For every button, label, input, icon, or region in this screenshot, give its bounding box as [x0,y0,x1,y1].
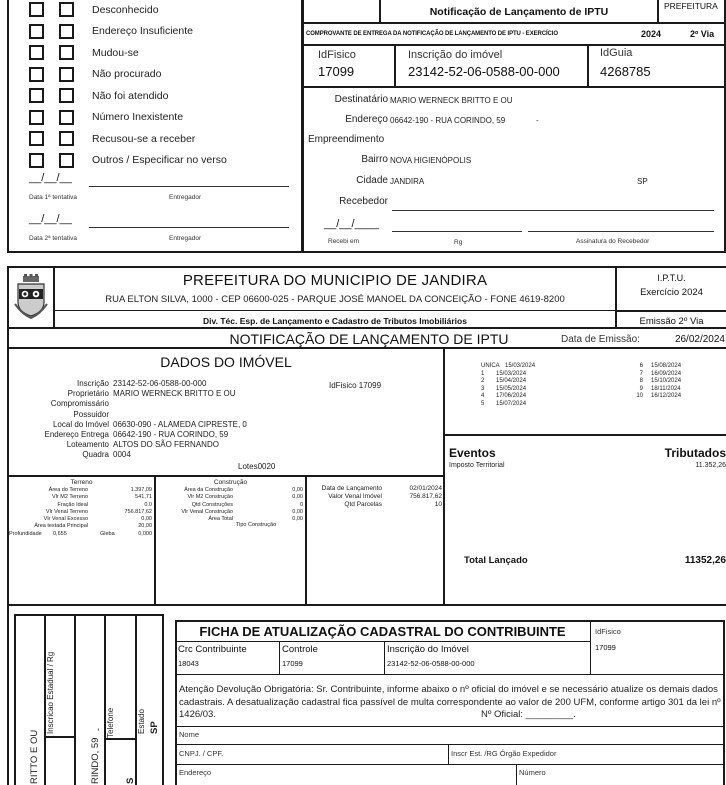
stub-dash: - [93,728,103,731]
imovel-row-label: Local do Imóvel [52,419,109,429]
rg-line[interactable] [392,231,522,232]
data-row [156,516,303,523]
return-reason-row [29,23,193,40]
return-reason-row [29,152,227,169]
endereco-label: Endereço [345,114,388,125]
ficha-inscricao-value: 23142-52-06-0588-00-000 [387,659,475,668]
installment-row [481,378,535,386]
ficha-title: FICHA DE ATUALIZAÇÃO CADASTRAL DO CONTRIBUINTE [199,624,566,639]
eventos-list [449,462,726,469]
construcao-data [156,487,303,523]
installment-date: 18/11/2024 [651,385,681,392]
lancamento-row [307,485,442,493]
controle-label: Controle [282,644,318,655]
cidade-label: Cidade [356,175,388,186]
imovel-row [9,430,439,440]
second-attempt-checkbox[interactable] [59,45,74,60]
data-row-label: Fração Ideal [57,501,88,508]
second-attempt-checkbox[interactable] [59,24,74,39]
installment-row [629,393,681,401]
imovel-row [9,440,439,450]
lancamento-value: 02/01/2024 [409,485,442,492]
profundidade-label: Profundidade [9,531,42,537]
attempt2-label: Data 2ª tentativa [29,235,77,242]
return-reason-row [29,87,168,104]
gleba-value: 0,000 [138,531,152,537]
installment-number: 8 [639,378,643,384]
first-attempt-checkbox[interactable] [29,110,44,125]
first-attempt-checkbox[interactable] [29,88,44,103]
return-reason-row [29,109,183,126]
ficha-atualizacao [7,606,726,785]
ficha-id-fisico-label: IdFisico [595,627,621,636]
data-row-value: 0,00 [292,508,303,515]
imovel-row [9,450,439,460]
first-attempt-checkbox[interactable] [29,45,44,60]
eventos-title: Eventos [449,446,496,460]
attempt1-label: Data 1ª tentativa [29,194,77,201]
installment-date: 15/07/2024 [496,400,527,407]
imovel-row-label: Endereço Entrega [44,429,109,439]
destinatario-label: Destinatário [334,94,388,105]
imovel-row-value: MARIO WERNECK BRITTO E OU [113,389,236,399]
lancamento-value: 10 [434,501,442,508]
terreno-title: Terreno [70,479,93,486]
installments-right [629,363,681,401]
installment-date: 15/04/2024 [496,378,527,384]
return-reason-label: Não foi atendido [92,89,169,102]
installment-date: 17/06/2024 [496,393,527,399]
inscricao-label: Inscrição do imóvel [408,49,503,61]
return-reason-label: Recusou-se a receber [92,132,196,145]
installment-row [629,386,681,394]
stub-estado: SP [149,721,160,734]
installment-number: 3 [481,385,485,392]
data-row-value: 0.0 [144,501,152,508]
municipal-crest-icon [14,274,48,320]
imovel-id-fisico: IdFisico 17099 [329,381,382,390]
data-row-label: Área testada Principal [34,523,88,530]
recebedor-label: Recebedor [339,196,388,207]
second-attempt-checkbox[interactable] [59,88,74,103]
data-row-value: 0,00 [292,516,303,523]
lancamento-row [307,501,442,509]
imovel-title: DADOS DO IMÓVEL [160,354,292,370]
return-reason-label: Desconhecido [92,3,159,16]
iptu-notice [7,266,726,606]
second-attempt-checkbox[interactable] [59,153,74,168]
lancamento-label: Qtd Parcelas [344,501,382,508]
return-reason-label: Outros / Especificar no verso [92,154,227,166]
installment-date: 15/03/2024 [505,363,536,369]
terreno-data [9,487,152,531]
imovel-row [9,410,439,420]
deliverer1-label: Entregador [169,194,202,201]
data-row-value: 20,00 [138,523,152,530]
installment-row [629,378,681,386]
imovel-row-value: 06642-190 - RUA CORINDO, 59 [113,429,229,439]
installment-number: 7 [639,370,643,377]
data-row-label: Vlr Venal Excesso [43,516,88,523]
imovel-row-value: 23142-52-06-0588-00-000 [113,379,207,388]
data-row [156,487,303,494]
stub-telefone-label: Telefone [106,707,115,738]
id-fisico-label: IdFisico [318,49,356,61]
uf-value: SP [637,177,648,186]
prefeitura-tag: PREFEITURA [664,1,718,11]
return-reason-label: Mudou-se [92,46,139,59]
delivery-attempt-panel [7,0,303,253]
data-row-value: 0,00 [292,494,303,501]
receipt-heading: COMPROVANTE DE ENTREGA DA NOTIFICAÇÃO DE LANÇAMENTO DE IPTU - EXERCÍCIO [306,31,558,37]
bairro-label: Bairro [361,154,388,165]
installment-number: 6 [639,363,643,369]
exercise-year: 2024 [641,29,662,39]
data-row [156,502,303,509]
installments-left [481,363,535,408]
destinatario-value: MARIO WERNECK BRITTO E OU [390,96,513,105]
installment-date: 15/05/2024 [496,385,527,392]
recebedor-line[interactable] [392,210,714,211]
evento-row [449,462,726,469]
installment-number: 2 [481,378,485,384]
ficha-id-fisico: 17099 [595,643,616,652]
imovel-row [9,420,439,430]
imovel-row-value: ALTOS DO SÃO FERNANDO [113,440,219,450]
recebi-em-label: Recebi em [328,238,360,245]
installment-number: 4 [481,393,485,399]
first-attempt-checkbox[interactable] [29,153,44,168]
emission-date-label: Data de Emissão: [561,334,640,345]
installment-number: 9 [639,385,643,392]
slip-title: Notificação de Lançamento de IPTU [429,6,609,18]
data-row [9,487,152,494]
recebi-date: __/__/____ [324,218,380,230]
exercise-label: Exercício 2024 [640,287,703,298]
nome-field[interactable]: Nome [179,730,200,739]
numero-field[interactable]: Número [519,768,546,777]
data-row-label: Vlr Venal Terreno [45,508,88,515]
data-row-value: 0,00 [292,487,303,493]
data-row-label: Vlr Venal Construção [181,508,233,515]
installment-number: 5 [481,400,485,407]
return-reason-row [29,66,161,83]
id-guia-value: 4268785 [600,64,651,79]
installment-date: 16/09/2024 [651,370,682,377]
imovel-row-label: Compromissário [50,399,109,409]
attempt1-date: __/__/__ [29,172,72,184]
first-attempt-checkbox[interactable] [29,24,44,39]
ficha-inscricao-label: Inscrição do Imóvel [387,644,469,655]
imovel-row-label: Loteamento [66,440,109,450]
lancamento-value: 756.817,62 [409,493,442,500]
imovel-row-label: Proprietário [67,389,109,399]
stub-estado-label: Estado [137,709,146,734]
data-row [9,523,152,530]
return-reason-label: Número Inexistente [92,111,184,123]
evento-value: 11.352,26 [695,462,726,469]
via-label: 2º Via [690,29,715,39]
total-value: 11352,26 [684,555,726,566]
imovel-row-value: 06630-090 - ALAMEDA CIPRESTE, 0 [113,419,247,429]
stub-name: RITTO E OU [29,729,40,784]
tributados-title: Tributados [664,446,726,460]
ficha-notice: Atenção Devolução Obrigatória: Sr. Contribuinte, informe abaixo o nº oficial do imóvel e se necessário atualize os demais dados cadastrais. A desatualização cadastral fica passível de multa correspondente ao valor de 200 UFM, conforme artigo 301 da lei nº 1426/03. [179,684,721,720]
tax-label: I.P.T.U. [657,273,686,283]
lancamento-label: Valor Venal Imóvel [328,493,382,500]
inscricao-value: 23142-52-06-0588-00-000 [408,64,560,79]
installment-row [481,386,535,394]
return-reason-row [29,130,195,147]
stub-s: S [125,777,136,784]
imovel-row-label: Inscrição [76,379,109,388]
delivery-receipt-panel [302,0,726,253]
endereco-value: 06642-190 - RUA CORINDO, 59 [390,116,506,125]
data-row-value: 756.817,62 [124,508,152,515]
imovel-data [9,379,439,461]
imovel-row [9,399,439,409]
tipo-construcao-label: Tipo Construção [236,522,277,528]
crc-label: Crc Contribuinte [178,644,247,655]
municipality-address: RUA ELTON SILVA, 1000 - CEP 06600-025 - PARQUE JOSÉ MANOEL DA CONCEIÇÃO - FONE 4619-8200 [105,294,565,305]
id-guia-label: IdGuia [600,47,633,59]
stub-inscricao-label: Inscricao Estadual / Rg [46,651,55,734]
data-row-value: 1.397,09 [130,487,152,493]
second-attempt-checkbox[interactable] [59,131,74,146]
installment-number: UNICA [481,363,500,369]
first-attempt-checkbox[interactable] [29,131,44,146]
deliverer1-line [89,186,289,187]
data-row-label: Área Total [208,516,233,523]
assinatura-line[interactable] [528,231,714,232]
installment-row [481,363,535,371]
oficial-number[interactable]: Nº Oficial: _________. [481,709,576,720]
division-name: Div. Téc. Esp. de Lançamento e Cadastro de Tributos Imobiliários [203,316,467,326]
installment-row [481,401,535,409]
attempt2-date: __/__/__ [29,213,72,225]
rg-label: Rg [454,239,463,246]
first-attempt-checkbox[interactable] [29,67,44,82]
data-row-label: Área da Construção [184,487,233,493]
imovel-row-label: Quadra [82,450,109,460]
installment-date: 15/08/2024 [651,363,682,369]
bairro-value: NOVA HIGIENÓPOLIS [390,156,472,165]
return-reason-row [29,1,159,18]
notice-title: NOTIFICAÇÃO DE LANÇAMENTO DE IPTU [229,331,509,347]
emission-via: Emissão 2º Via [639,316,704,327]
installment-date: 16/12/2024 [651,393,682,399]
return-reason-row [29,44,139,61]
empreendimento-label: Empreendimento [308,134,385,145]
id-fisico-value: 17099 [318,64,355,79]
stub-address: RINDO, 59 [90,737,101,784]
inscr-rg-field[interactable]: Inscr Est. /RG Órgão Expedidor [451,749,557,758]
second-attempt-checkbox[interactable] [59,67,74,82]
data-row [9,502,152,509]
data-row-value: 0,00 [141,516,152,523]
installment-row [481,393,535,401]
imovel-row-label: Possuidor [73,409,109,419]
municipality-title: PREFEITURA DO MUNICIPIO DE JANDIRA [182,272,488,289]
profundidade-value: 0,655 [53,531,67,537]
data-row-label: Qtd Construções [191,501,233,508]
installment-row [629,363,681,371]
gleba-label: Gleba [100,531,115,537]
controle-value: 17099 [282,659,303,668]
construcao-title: Construção [213,479,248,486]
installment-number: 1 [481,370,485,377]
lancamento-data [307,485,442,509]
total-label: Total Lançado [464,555,528,566]
installment-number: 10 [636,393,643,399]
emission-date: 26/02/2024 [674,334,725,345]
first-attempt-checkbox[interactable] [29,2,44,17]
imovel-lote: Lotes0020 [238,462,276,471]
imovel-row-value: 0004 [113,450,131,460]
data-row-label: Vlr M2 Construção [187,494,233,501]
assinatura-label: Assinatura do Recebedor [576,238,650,245]
data-row [9,509,152,516]
data-row-value: 541,71 [135,494,152,501]
data-row-value: 0 [299,501,303,508]
deliverer2-line [89,227,289,228]
evento-label: Imposto Territorial [449,462,505,469]
installment-row [629,371,681,379]
installment-date: 15/10/2024 [651,378,682,384]
data-row-label: Área do Terreno [48,487,88,493]
installment-row [481,371,535,379]
data-row-label: Vlr M2 Terreno [52,494,88,501]
cidade-value: JANDIRA [390,177,425,186]
deliverer2-label: Entregador [169,235,202,242]
endereco-suffix: - [536,116,539,125]
lancamento-label: Data de Lançamento [321,485,382,492]
imovel-row [9,389,439,399]
data-row [156,494,303,501]
second-attempt-checkbox[interactable] [59,2,74,17]
second-attempt-checkbox[interactable] [59,110,74,125]
data-row [9,494,152,501]
crc-value: 18043 [178,659,199,668]
installment-date: 15/03/2024 [496,370,527,377]
return-reason-label: Não procurado [92,68,162,80]
return-reason-label: Endereço Insuficiente [92,25,193,37]
cnpj-field[interactable]: CNPJ. / CPF. [179,749,224,758]
endereco-field[interactable]: Endereço [179,768,212,777]
lancamento-row [307,493,442,501]
